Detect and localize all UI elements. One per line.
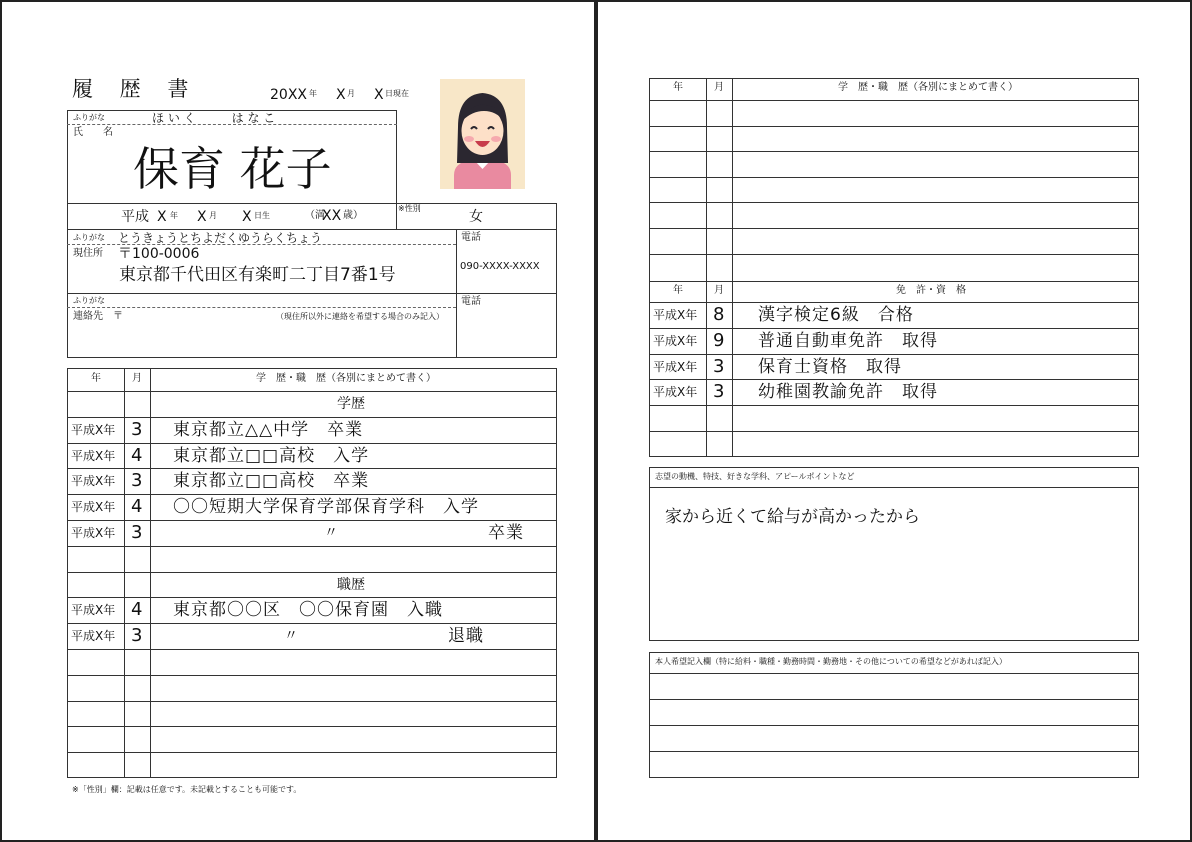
motivation-value[interactable]: 家から近くて給与が高かったから — [665, 507, 920, 527]
birth-year[interactable]: X — [157, 209, 167, 225]
table-row — [649, 100, 1139, 101]
history-month[interactable]: 4 — [131, 599, 143, 620]
date-day: X — [374, 87, 384, 103]
table-row — [649, 328, 1139, 329]
table-row — [67, 546, 557, 547]
gender-label: ※性別 — [398, 204, 421, 213]
history2-table — [649, 78, 1139, 282]
table-row — [67, 443, 557, 444]
table-row — [67, 494, 557, 495]
license-year[interactable]: 平成X年 — [653, 334, 698, 348]
age-close: 歳） — [343, 210, 363, 221]
licenses-col-year: 年 — [673, 285, 683, 296]
birth-month-unit: 月 — [209, 211, 217, 220]
history-ditto[interactable]: 〃 — [324, 525, 338, 541]
table-row — [649, 405, 1139, 406]
history-year[interactable]: 平成X年 — [71, 629, 116, 643]
history2-year-col-divider — [706, 78, 707, 282]
history-year[interactable]: 平成X年 — [71, 449, 116, 463]
date-year-unit: 年 — [309, 89, 317, 98]
date-year: 20XX — [270, 87, 307, 103]
address-phone-divider — [456, 229, 457, 294]
date-month: X — [336, 87, 346, 103]
history2-col-desc: 学 歴・職 歴（各別にまとめて書く） — [838, 82, 1018, 93]
table-row — [649, 126, 1139, 127]
history-month[interactable]: 3 — [131, 470, 143, 491]
birth-day[interactable]: X — [242, 209, 252, 225]
history-desc-right[interactable]: 卒業 — [488, 523, 524, 543]
gender-value[interactable]: 女 — [469, 209, 483, 225]
table-row — [67, 468, 557, 469]
table-row — [649, 673, 1139, 674]
address-value[interactable]: 東京都千代田区有楽町二丁目7番1号 — [119, 265, 396, 285]
address-phone-label: 電話 — [461, 232, 481, 243]
contact-label: 連絡先 〒 — [73, 311, 123, 322]
contact-furigana-label: ふりがな — [73, 296, 105, 305]
date-month-unit: 月 — [347, 89, 355, 98]
license-month[interactable]: 3 — [713, 356, 725, 377]
resume-title: 履 歴 書 — [72, 77, 199, 101]
license-month[interactable]: 3 — [713, 381, 725, 402]
gender-divider — [396, 203, 397, 230]
person-icon — [440, 79, 525, 189]
address-postal[interactable]: 〒100-0006 — [118, 246, 200, 262]
history-desc[interactable]: 東京都〇〇区 〇〇保育園 入職 — [173, 600, 443, 620]
contact-note: （現住所以外に連絡を希望する場合のみ記入） — [276, 312, 444, 321]
table-row — [649, 254, 1139, 255]
table-row — [649, 354, 1139, 355]
photo — [440, 79, 525, 189]
table-row — [67, 417, 557, 418]
table-row — [649, 151, 1139, 152]
table-row — [67, 726, 557, 727]
motivation-label: 志望の動機、特技、好きな学科、アピールポイントなど — [655, 472, 855, 481]
motivation-header-divider — [649, 487, 1139, 488]
history-desc[interactable]: 〇〇短期大学保育学部保育学科 入学 — [173, 497, 479, 517]
footnote: ※「性別」欄：記載は任意です。未記載とすることも可能です。 — [72, 785, 302, 794]
history-month[interactable]: 3 — [131, 419, 143, 440]
license-month[interactable]: 8 — [713, 304, 725, 325]
history-ditto[interactable]: 〃 — [284, 628, 298, 644]
history-col-month: 月 — [132, 373, 142, 384]
license-desc[interactable]: 保育士資格 取得 — [758, 357, 902, 377]
history-month[interactable]: 3 — [131, 522, 143, 543]
motivation-box — [649, 467, 1139, 641]
table-row — [67, 572, 557, 573]
address-label: 現住所 — [73, 248, 103, 259]
history-desc[interactable]: 東京都立□□高校 卒業 — [173, 471, 370, 491]
history-year[interactable]: 平成X年 — [71, 500, 116, 514]
birth-month[interactable]: X — [197, 209, 207, 225]
license-year[interactable]: 平成X年 — [653, 360, 698, 374]
name-label: 氏 名 — [73, 127, 113, 138]
history-section-heading: 学歴 — [337, 396, 365, 412]
name-value[interactable]: 保育 花子 — [133, 142, 332, 196]
history-month[interactable]: 4 — [131, 445, 143, 466]
license-desc[interactable]: 漢字検定6級 合格 — [758, 305, 914, 325]
birth-era: 平成 — [121, 209, 149, 225]
history-desc-right[interactable]: 退職 — [448, 626, 484, 646]
address-furigana-label: ふりがな — [73, 233, 105, 242]
table-row — [649, 379, 1139, 380]
licenses-col-desc: 免 許・資 格 — [896, 285, 966, 296]
table-row — [67, 701, 557, 702]
license-desc[interactable]: 普通自動車免許 取得 — [758, 331, 938, 351]
history2-month-col-divider — [732, 78, 733, 282]
contact-furigana-divider — [67, 307, 456, 308]
table-row — [649, 751, 1139, 752]
table-row — [67, 520, 557, 521]
requests-label: 本人希望記入欄（特に給料・職種・勤務時間・勤務地・その他についての希望などがあれば記入） — [655, 657, 1007, 666]
table-row — [649, 431, 1139, 432]
contact-phone-divider — [456, 293, 457, 358]
birth-day-unit: 日生 — [254, 211, 270, 220]
table-row — [67, 675, 557, 676]
table-row — [649, 177, 1139, 178]
history-year[interactable]: 平成X年 — [71, 474, 116, 488]
license-year[interactable]: 平成X年 — [653, 385, 698, 399]
contact-phone-label: 電話 — [461, 296, 481, 307]
history2-col-year: 年 — [673, 82, 683, 93]
age-value[interactable]: XX — [322, 208, 342, 224]
history-year[interactable]: 平成X年 — [71, 526, 116, 540]
contact-box — [67, 293, 557, 358]
address-furigana-value[interactable]: とうきょうとちよだくゆうらくちょう — [118, 231, 323, 245]
history-desc[interactable]: 東京都立△△中学 卒業 — [173, 420, 364, 440]
table-row — [67, 623, 557, 624]
history-desc[interactable]: 東京都立□□高校 入学 — [173, 446, 370, 466]
table-row — [649, 228, 1139, 229]
history-section-heading: 職歴 — [337, 577, 365, 593]
license-month[interactable]: 9 — [713, 330, 725, 351]
birth-year-unit: 年 — [170, 211, 178, 220]
table-row — [67, 649, 557, 650]
history2-col-month: 月 — [714, 82, 724, 93]
history-month[interactable]: 3 — [131, 625, 143, 646]
table-row — [67, 752, 557, 753]
date-day-unit: 日現在 — [385, 89, 409, 98]
table-row — [649, 202, 1139, 203]
name-furigana-label: ふりがな — [73, 113, 105, 122]
license-desc[interactable]: 幼稚園教諭免許 取得 — [758, 382, 938, 402]
history-col-desc: 学 歴・職 歴（各別にまとめて書く） — [256, 373, 436, 384]
table-row — [649, 725, 1139, 726]
history-year[interactable]: 平成X年 — [71, 423, 116, 437]
history-year[interactable]: 平成X年 — [71, 603, 116, 617]
table-row — [649, 302, 1139, 303]
age-open: （満 — [305, 210, 325, 221]
license-year[interactable]: 平成X年 — [653, 308, 698, 322]
name-furigana-value[interactable]: ほ い く は な こ — [152, 111, 276, 125]
table-row — [649, 699, 1139, 700]
licenses-col-month: 月 — [714, 285, 724, 296]
history-year-col-divider — [124, 368, 125, 778]
history-month[interactable]: 4 — [131, 496, 143, 517]
table-row — [67, 391, 557, 392]
address-phone-value[interactable]: 090-XXXX-XXXX — [460, 261, 540, 272]
requests-box — [649, 652, 1139, 778]
history-col-year: 年 — [91, 373, 101, 384]
history-month-col-divider — [150, 368, 151, 778]
table-row — [67, 597, 557, 598]
